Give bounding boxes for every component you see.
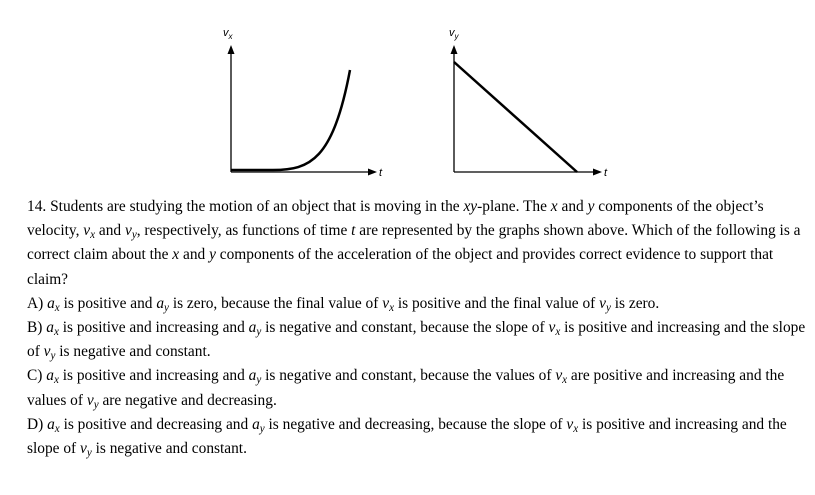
vx-y-axis-arrow: [228, 45, 235, 54]
choice-a[interactable]: A) $a_x$ is positive and $a_y$ is zero, because the final value of $v_x$ is positive and the final value of $v_y$ is zero.: [27, 294, 660, 314]
vy-t-label: t: [604, 167, 608, 179]
vx-curve: [231, 70, 350, 170]
vy-graph: [445, 0, 625, 190]
question-number: 14.: [27, 198, 47, 215]
vx-x-axis-arrow: [368, 169, 377, 176]
vy-axis-label: $v_y$: [449, 27, 459, 41]
choice-b[interactable]: B) $a_x$ is positive and increasing and $a_y$ is negative and constant, because the slope of $v_x$ is positive and increasing and the slope of $v_y$ is negative and constant.: [27, 319, 806, 363]
question-block: [27, 195, 812, 461]
choice-c[interactable]: C) $a_x$ is positive and increasing and $a_y$ is negative and constant, because the values of $v_x$ are positive and increasing and the values of $v_y$ are negative and decreasing.: [27, 367, 785, 411]
vx-axis-label: $v_x$: [223, 27, 233, 41]
vy-line: [454, 62, 577, 172]
choice-d[interactable]: D) $a_x$ is positive and decreasing and $a_y$ is negative and decreasing, because the slope of $v_x$ is positive and increasing and the slope of $v_y$ is negative and constant.: [27, 415, 787, 460]
vx-graph: [215, 0, 395, 190]
vy-x-axis-arrow: [593, 169, 602, 176]
question-stem: 14. Students are studying the motion of an object that is moving in the xy-plane. The x and y components of the object’s velocity, $v_x$ and $v_y$, respectively, as functions of time t are represented by the graphs shown above. Which of the following is a correct claim about the x and y components of the acceleration of the object and provides correct evidence to support that claim?: [27, 198, 801, 288]
vy-y-axis-arrow: [451, 45, 458, 54]
vx-t-label: t: [379, 167, 383, 179]
